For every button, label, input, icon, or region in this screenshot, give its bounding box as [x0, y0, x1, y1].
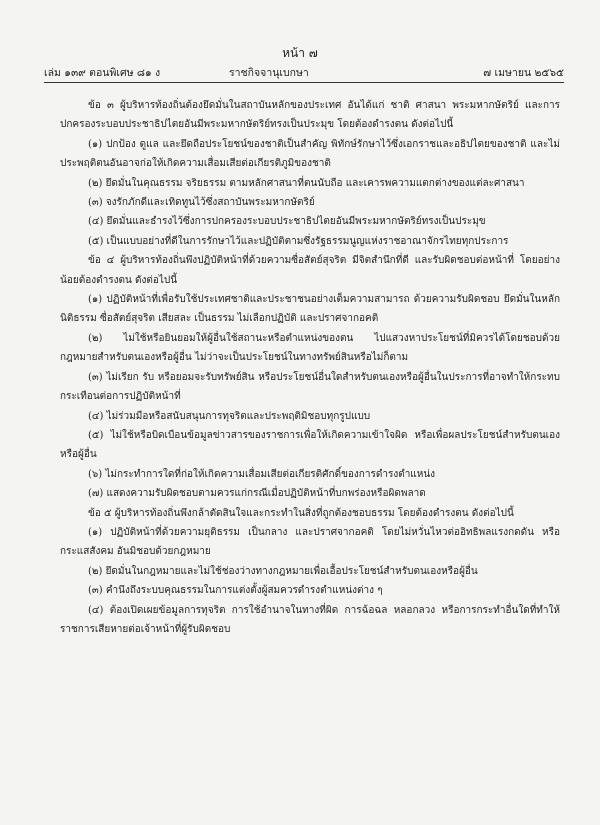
clause-3-item-4: (๔) ยึดมั่นและธำรงไว้ซึ่งการปกครองระบอบประชาธิปไตยอันมีพระมหากษัตริย์ทรงเป็นประมุข	[88, 216, 486, 228]
clause-4: ข้อ ๔ ผู้บริหารท้องถิ่นพึงปฏิบัติหน้าที่ด้วยความซื่อสัตย์สุจริต มีจิตสำนึกที่ดี และรับผิดชอบต่อหน้าที่ โดยอย่างน้อยต้องดำรงตน ดังต่อไปนี้	[60, 255, 560, 286]
clause-3-item-1: (๑) ปกป้อง ดูแล และยึดถือประโยชน์ของชาติเป็นสำคัญ พิทักษ์รักษาไว้ซึ่งเอกราชและอธิปไตยของชาติ และไม่ประพฤติตนอันอาจก่อให้เกิดความเสื่อมเสียต่อเกียรติภูมิของชาติ	[60, 138, 560, 170]
clause-3-item-2: (๒) ยึดมั่นในคุณธรรม จริยธรรม ตามหลักศาสนาที่ตนนับถือ และเคารพความแตกต่างของแต่ละศาสนา	[88, 177, 525, 189]
document-body	[60, 96, 560, 639]
page-number: หน้า ๗	[282, 46, 318, 60]
issue-date: ๗ เมษายน ๒๕๖๕	[483, 67, 564, 79]
clause-5-item-2: (๒) ยึดมั่นในกฎหมายและไม่ใช้ช่องว่างทางกฎหมายเพื่อเอื้อประโยชน์สำหรับตนเองหรือผู้อื่น	[88, 565, 478, 577]
issue-reference: เล่ม ๑๓๙ ตอนพิเศษ ๘๑ ง	[44, 67, 161, 79]
clause-4-item-1: (๑) ปฏิบัติหน้าที่เพื่อรับใช้ประเทศชาติและประชาชนอย่างเต็มความสามารถ ด้วยความรับผิดชอบ ยึดมั่นในหลักนิติธรรม ซื่อสัตย์สุจริต เสียสละ เป็นธรรม ไม่เลือกปฏิบัติ และปราศจากอคติ	[60, 294, 560, 325]
page-header	[44, 64, 564, 80]
clause-4-item-2: (๒) ไม่ใช้หรือยินยอมให้ผู้อื่นใช้สถานะหรือตำแหน่งของตน ไปแสวงหาประโยชน์ที่มิควรได้โดยชอบด้วยกฎหมายสำหรับตนเองหรือผู้อื่น ไม่ว่าจะเป็นประโยชน์ในทางทรัพย์สินหรือไม่ก็ตาม	[60, 332, 560, 364]
clause-4-item-5: (๕) ไม่ใช้หรือบิดเบือนข้อมูลข่าวสารของราชการเพื่อให้เกิดความเข้าใจผิด หรือเพื่อผลประโยชน์สำหรับตนเองหรือผู้อื่น	[60, 429, 560, 461]
clause-4-item-4: (๔) ไม่ร่วมมือหรือสนับสนุนการทุจริตและประพฤติมิชอบทุกรูปแบบ	[88, 410, 371, 422]
clause-5-item-4: (๔) ต้องเปิดเผยข้อมูลการทุจริต การใช้อำนาจในทางที่ผิด การฉ้อฉล หลอกลวง หรือการกระทำอื่นใดที่ทำให้ราชการเสียหายต่อเจ้าหน้าที่ผู้รับผิดชอบ	[60, 604, 560, 635]
clause-5-item-3: (๓) คำนึงถึงระบบคุณธรรมในการแต่งตั้งผู้สมควรดำรงตำแหน่งต่าง ๆ	[88, 585, 383, 597]
gazette-title: ราชกิจจานุเบกษา	[229, 67, 309, 79]
clause-4-item-6: (๖) ไม่กระทำการใดที่ก่อให้เกิดความเสื่อมเสียต่อเกียรติศักดิ์ของการดำรงตำแหน่ง	[88, 468, 436, 480]
clause-5: ข้อ ๕ ผู้บริหารท้องถิ่นพึงกล้าตัดสินใจและกระทำในสิ่งที่ถูกต้องชอบธรรม โดยต้องดำรงตน ดังต่อไปนี้	[88, 507, 514, 519]
header-rule	[44, 82, 564, 83]
clause-3: ข้อ ๓ ผู้บริหารท้องถิ่นต้องยึดมั่นในสถาบันหลักของประเทศ อันได้แก่ ชาติ ศาสนา พระมหากษัตริย์ และการปกครองระบอบประชาธิปไตยอันมีพระมหากษัตริย์ทรงเป็นประมุข โดยต้องดำรงตน ดังต่อไปนี้	[60, 100, 560, 131]
clause-5-item-1: (๑) ปฏิบัติหน้าที่ด้วยความยุติธรรม เป็นกลาง และปราศจากอคติ โดยไม่หวั่นไหวต่ออิทธิพลแรงกดดัน หรือกระแสสังคม อันมิชอบด้วยกฎหมาย	[60, 526, 560, 558]
clause-4-item-3: (๓) ไม่เรียก รับ หรือยอมจะรับทรัพย์สิน หรือประโยชน์อื่นใดสำหรับตนเองหรือผู้อื่นในประการที่อาจทำให้กระทบกระเทือนต่อการปฏิบัติหน้าที่	[60, 371, 560, 403]
clause-4-item-7: (๗) แสดงความรับผิดชอบตามควรแก่กรณีเมื่อปฏิบัติหน้าที่บกพร่องหรือผิดพลาด	[88, 488, 426, 500]
clause-3-item-5: (๕) เป็นแบบอย่างที่ดีในการรักษาไว้และปฏิบัติตามซึ่งรัฐธรรมนูญแห่งราชอาณาจักรไทยทุกประการ	[88, 235, 509, 247]
clause-3-item-3: (๓) จงรักภักดีและเทิดทูนไว้ซึ่งสถาบันพระมหากษัตริย์	[88, 197, 315, 209]
